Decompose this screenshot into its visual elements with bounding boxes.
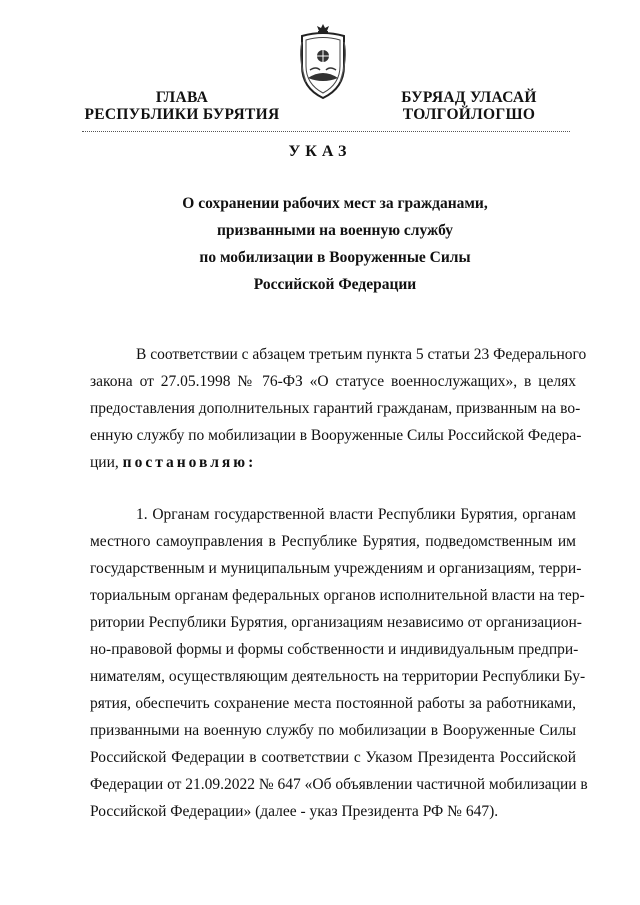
- paragraph-line: но-правовой формы и формы собственности и индивидуальным предпри-: [90, 641, 579, 658]
- paragraph-line: В соответствии с абзацем третьим пункта 5 статьи 23 Федерального: [136, 346, 587, 363]
- title-line: по мобилизации в Вооруженные Силы: [199, 249, 471, 266]
- title-line: призванными на военную службу: [216, 222, 453, 239]
- header-left-line2: РЕСПУБЛИКИ БУРЯТИЯ: [84, 106, 280, 123]
- last-line-prefix: ции,: [90, 454, 119, 471]
- paragraph-item-1: [90, 501, 588, 825]
- paragraph-last-line: Российской Федерации» (далее - указ Президента РФ № 647).: [90, 803, 499, 820]
- document-title: [100, 190, 570, 298]
- header-divider: [82, 131, 570, 132]
- paragraph-line: рятия, обеспечить сохранение места постоянной работы за работниками,: [90, 695, 576, 712]
- paragraph-line: Российской Федерации в соответствии с Указом Президента Российской: [90, 749, 576, 766]
- title-line: Российской Федерации: [253, 276, 417, 293]
- paragraph-line: государственным и муниципальным учреждениям и организациям, терри-: [90, 560, 582, 577]
- paragraph-line: ритории Республики Бурятия, организациям независимо от организацион-: [90, 614, 582, 631]
- title-line: О сохранении рабочих мест за гражданами,: [182, 195, 488, 212]
- paragraph-last-line: [90, 449, 576, 476]
- paragraph-line: закона от 27.05.1998 № 76-ФЗ «О статусе военнослужащих», в целях: [90, 373, 576, 390]
- coat-of-arms-icon: [296, 22, 350, 102]
- paragraph-line: местного самоуправления в Республике Бурятия, подведомственным им: [90, 533, 576, 550]
- header-right-line2: ТОЛГОЙЛОГШО: [402, 106, 536, 123]
- header-left: [82, 89, 282, 123]
- header-right-line1: БУРЯАД УЛАСАЙ: [401, 89, 537, 106]
- paragraph-line: енную службу по мобилизации в Вооруженные Силы Российской Федера-: [90, 427, 582, 444]
- paragraph-preamble: [90, 341, 587, 476]
- header-left-line1: ГЛАВА: [155, 89, 209, 106]
- paragraph-line: Федерации от 21.09.2022 № 647 «Об объявлении частичной мобилизации в: [90, 776, 588, 793]
- document-type: УКАЗ: [288, 143, 352, 160]
- header-right: [388, 89, 550, 123]
- paragraph-line: 1. Органам государственной власти Республики Бурятия, органам: [136, 506, 576, 523]
- paragraph-line: нимателям, осуществляющим деятельность на территории Республики Бу-: [90, 668, 586, 685]
- decree-keyword: постановляю:: [122, 454, 257, 471]
- paragraph-line: предоставления дополнительных гарантий гражданам, призванным на во-: [90, 400, 581, 417]
- paragraph-line: призванными на военную службу по мобилизации в Вооруженные Силы: [90, 722, 576, 739]
- paragraph-line: ториальным органам федеральных органов исполнительной власти на тер-: [90, 587, 585, 604]
